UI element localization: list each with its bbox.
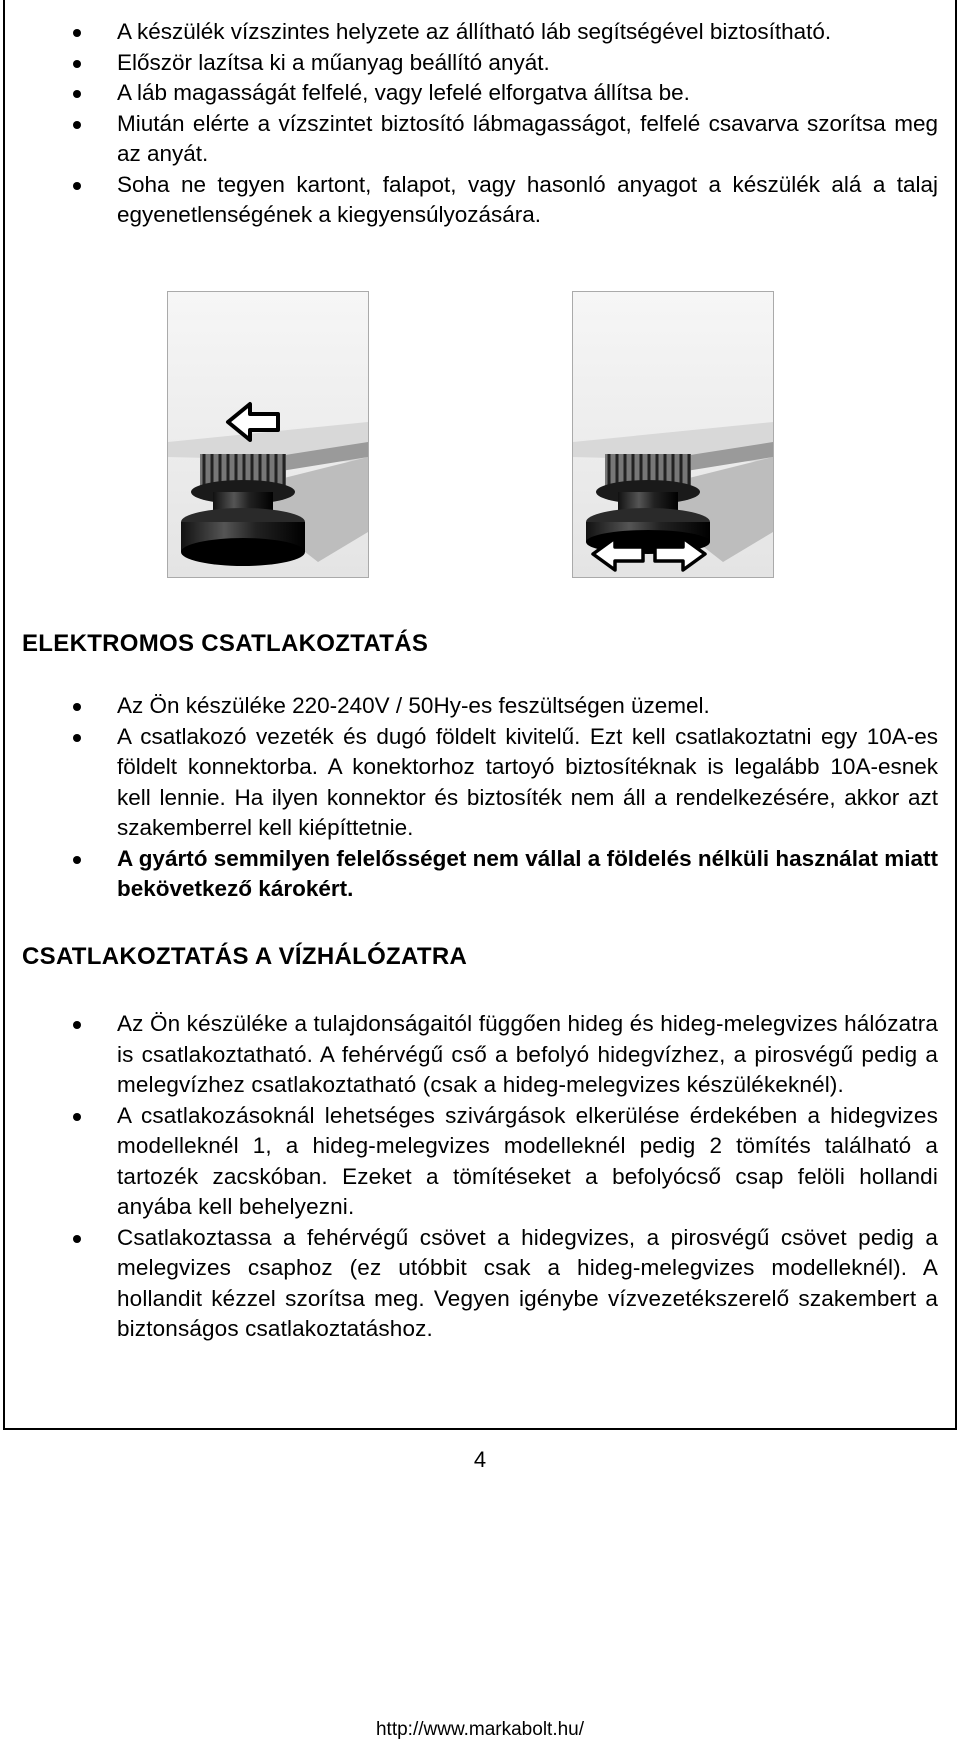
bullet-icon — [73, 1021, 81, 1029]
page-number: 4 — [473, 1447, 487, 1472]
footer-url: http://www.markabolt.hu/ — [375, 1719, 585, 1740]
water-connection-instructions-list — [0, 1009, 960, 1345]
list-item: Az Ön készüléke 220-240V / 50Hy-es feszültségen üzemel. — [0, 691, 960, 722]
list-item-warning: A gyártó semmilyen felelősséget nem vállal a földelés nélküli használat miatt bekövetkező károkért. — [0, 844, 960, 905]
bullet-icon — [73, 1113, 81, 1121]
section-heading-electrical: ELEKTROMOS CSATLAKOZTATÁS — [22, 630, 429, 657]
adjustable-foot-loosen-illustration — [167, 291, 369, 578]
bullet-icon — [73, 90, 81, 98]
list-item: Először lazítsa ki a műanyag beállító anyát. — [0, 48, 960, 79]
bullet-icon — [73, 1235, 81, 1243]
electrical-instructions-list — [0, 691, 960, 905]
list-item: Az Ön készüléke a tulajdonságaitól függően hideg és hideg-melegvizes hálózatra is csatlakoztatható. A fehérvégű cső a befolyó hidegvízhez, a pirosvégű pedig a melegvízhez csatlakoztatható (csak a hideg-melegvizes készülékeknél). — [0, 1009, 960, 1101]
list-item: A csatlakozó vezeték és dugó földelt kivitelű. Ezt kell csatlakoztatni egy 10A-es földelt konnektorba. A konektorhoz tartoyó biztosítéknak is legalább 10A-esnek kell lennie. Ha ilyen konnektor és biztosíték nem áll a rendelkezésére, akkor azt szakemberrel kell kiépíttetnie. — [0, 722, 960, 844]
section-heading-water: CSATLAKOZTATÁS A VÍZHÁLÓZATRA — [22, 943, 468, 970]
list-item: A csatlakozásoknál lehetséges szivárgások elkerülése érdekében a hidegvizes modelleknél 1, a hideg-melegvizes modelleknél pedig 2 tömítés található a tartozék zacskóban. Ezeket a tömítéseket a befolyócső csap felöli hollandi anyába kell behelyezni. — [0, 1101, 960, 1223]
bullet-icon — [73, 182, 81, 190]
adjustable-foot-height-illustration — [572, 291, 774, 578]
bullet-icon — [73, 60, 81, 68]
bullet-icon — [73, 856, 81, 864]
list-item: Miután elérte a vízszintet biztosító lábmagasságot, felfelé csavarva szorítsa meg az anyát. — [0, 109, 960, 170]
list-item: Csatlakoztassa a fehérvégű csövet a hidegvizes, a pirosvégű csövet pedig a melegvizes csaphoz (ez utóbbit csak a hideg-melegvizes modelleknél). A hollandit kézzel szorítsa meg. Vegyen igénybe vízvezetékszerelő szakembert a biztonságos csatlakoztatáshoz. — [0, 1223, 960, 1345]
list-item: A láb magasságát felfelé, vagy lefelé elforgatva állítsa be. — [0, 78, 960, 109]
leveling-instructions-list — [0, 17, 960, 231]
bullet-icon — [73, 121, 81, 129]
list-item: A készülék vízszintes helyzete az állítható láb segítségével biztosítható. — [0, 17, 960, 48]
list-item: Soha ne tegyen kartont, falapot, vagy hasonló anyagot a készülék alá a talaj egyenetlenségének a kiegyensúlyozására. — [0, 170, 960, 231]
bullet-icon — [73, 29, 81, 37]
bullet-icon — [73, 703, 81, 711]
bullet-icon — [73, 734, 81, 742]
